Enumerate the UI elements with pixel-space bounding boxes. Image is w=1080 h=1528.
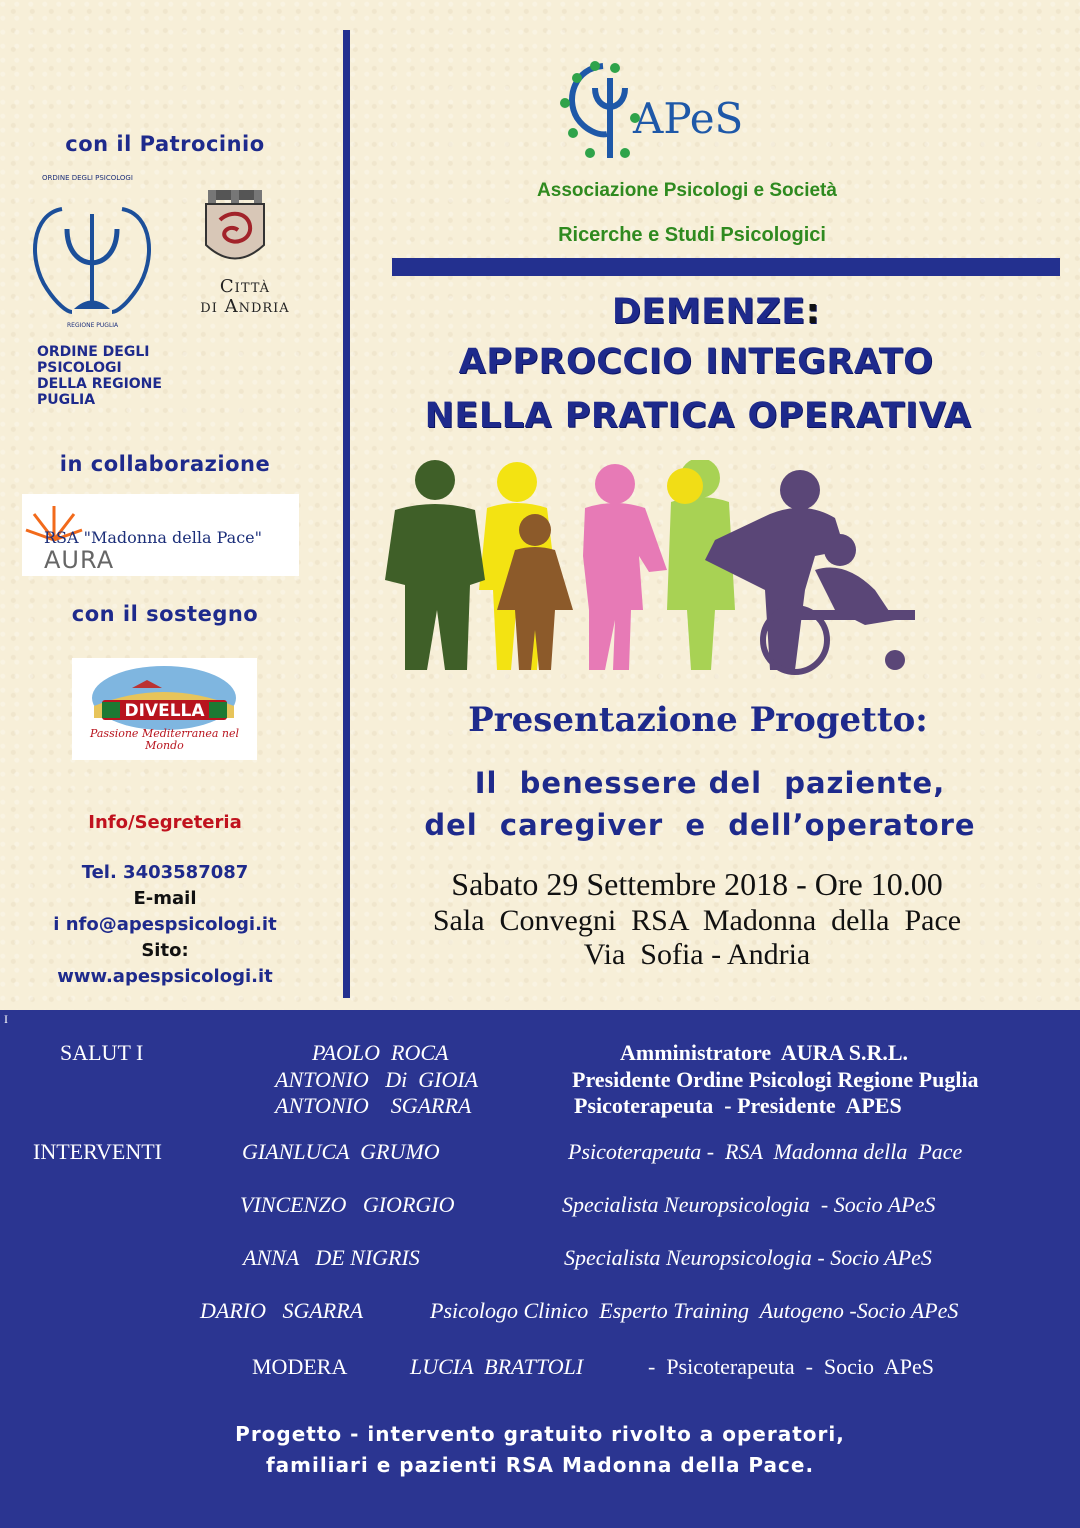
vertical-divider [343,30,350,998]
email-link[interactable]: i nfo@apespsicologi.it [53,914,277,935]
ordine-caption-line: DELLA REGIONE [37,376,162,392]
saluti-name: ANTONIO Di GIOIA [275,1067,479,1092]
intervento-role: Specialista Neuropsicologia - Socio APeS [564,1245,932,1270]
collaborazione-heading: in collaborazione [59,452,271,476]
modera-role: - Psicoterapeuta - Socio APeS [648,1354,934,1379]
title-line2: APPROCCIO INTEGRATO [458,342,934,382]
ordine-logo-region: REGIONE PUGLIA [67,322,119,329]
ordine-caption-line: PSICOLOGI [37,360,122,376]
title-line3: NELLA PRATICA OPERATIVA [424,396,972,436]
intervento-role: Psicoterapeuta - RSA Madonna della Pace [568,1139,963,1164]
divella-text: DIVELLA [124,701,205,721]
divella-tagline: Passione Mediterranea nel Mondo [89,727,240,752]
pink-silhouette [583,464,667,670]
purple-caregiver-silhouette [705,470,915,672]
saluti-role: Psicoterapeuta - Presidente APES [574,1093,902,1118]
event-date: Sabato 29 Settembre 2018 - Ore 10.00 [451,866,943,902]
patrocinio-heading: con il Patrocinio [65,132,265,156]
saluti-label: SALUT I [60,1040,144,1065]
project-line2: del caregiver e dell’operatore [424,808,976,842]
psi-symbol-icon [22,184,162,329]
yellow-right-silhouette [667,468,703,504]
citta-line1: Città [219,276,271,297]
ordine-psicologi-logo [22,172,162,332]
saluti-name: PAOLO ROCA [312,1040,449,1065]
event-address: Via Sofia - Andria [583,938,811,971]
title-line1 [392,292,1040,332]
apes-logo [555,58,825,168]
ordine-caption-line: PUGLIA [37,392,96,408]
citta-andria-crest [195,190,325,320]
intervento-name: GIANLUCA GRUMO [242,1139,440,1164]
ordine-caption [37,344,162,408]
footer-line2: familiari e pazienti RSA Madonna della Pace. [265,1453,815,1477]
aura-text: AURA [44,546,115,574]
apes-logo-text: APeS [633,94,744,143]
tel-text: Tel. 3403587087 [81,862,249,883]
darkgreen-silhouette [385,460,485,670]
panel-marker: I [4,1012,8,1026]
people-silhouettes-illustration [375,460,1025,680]
city-crest-icon [200,190,270,270]
org-name: Associazione Psicologi e Società [537,180,837,201]
header-divider-bar [392,258,1060,276]
ordine-logo-text: ORDINE DEGLI PSICOLOGI [42,174,133,182]
org-subtitle: Ricerche e Studi Psicologici [558,224,826,246]
ordine-caption-line: ORDINE DEGLI [37,344,150,360]
project-line1: Il benessere del paziente, [474,766,946,800]
intervento-name: ANNA DE NIGRIS [243,1245,420,1270]
apes-network-icon [555,58,645,168]
divella-logo [72,658,257,760]
email-label: E-mail [133,888,197,909]
intervento-name: DARIO SGARRA [200,1298,364,1323]
interventi-label: INTERVENTI [33,1139,162,1164]
rsa-logo-text: RSA "Madonna della Pace" [44,528,262,547]
saluti-name: ANTONIO SGARRA [275,1093,472,1118]
site-link[interactable]: www.apespsicologi.it [57,966,273,987]
info-label: Info/Segreteria [88,812,242,833]
rsa-aura-logo [22,494,299,576]
modera-name: LUCIA BRATTOLI [410,1354,584,1379]
project-heading: Presentazione Progetto: [468,700,928,740]
intervento-name: VINCENZO GIORGIO [240,1192,455,1217]
footer-line1: Progetto - intervento gratuito rivolto a operatori, [235,1422,845,1446]
title-demenze: DEMENZE [611,292,806,332]
event-venue: Sala Convegni RSA Madonna della Pace [432,904,962,937]
saluti-role: Presidente Ordine Psicologi Regione Puglia [572,1067,979,1092]
site-label: Sito: [141,940,189,961]
intervento-role: Psicologo Clinico Esperto Training Autogeno -Socio APeS [430,1298,959,1323]
intervento-role: Specialista Neuropsicologia - Socio APeS [562,1192,936,1217]
citta-line2: di Andria [200,296,290,317]
saluti-role: Amministratore AURA S.R.L. [620,1040,909,1065]
modera-label: MODERA [252,1354,348,1379]
sostegno-heading: con il sostegno [71,602,259,626]
title-colon: : [805,292,821,332]
